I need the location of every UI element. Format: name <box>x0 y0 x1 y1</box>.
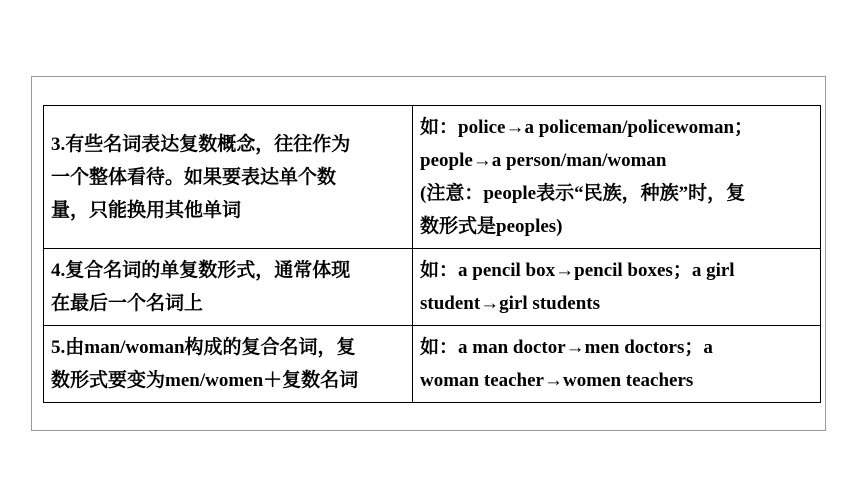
grammar-table <box>43 105 821 403</box>
rule-text: 数形式要变为men/women＋复数名词 <box>51 370 359 391</box>
table-row <box>44 249 821 326</box>
example-text: people→a person/man/woman <box>420 150 667 171</box>
rule-cell <box>44 106 413 249</box>
table-row <box>44 326 821 403</box>
example-text: 如：a man doctor→men doctors；a <box>420 337 713 358</box>
example-text: woman teacher→women teachers <box>420 370 694 391</box>
example-cell <box>413 106 821 249</box>
example-text: student→girl students <box>420 293 600 314</box>
rule-text: 量，只能换用其他单词 <box>51 199 242 221</box>
rule-text: 一个整体看待。如果要表达单个数 <box>51 166 337 188</box>
rule-cell <box>44 326 413 403</box>
example-text: 如：a pencil box→pencil boxes；a girl <box>420 260 735 281</box>
rule-text: 5.由man/woman构成的复合名词，复 <box>51 337 356 358</box>
example-text: (注意：people表示“民族，种族”时，复 <box>420 183 746 204</box>
table-row <box>44 106 821 249</box>
rule-text: 在最后一个名词上 <box>51 293 204 314</box>
rule-text: 4.复合名词的单复数形式，通常体现 <box>51 260 351 281</box>
rule-text: 3.有些名词表达复数概念，往往作为 <box>51 133 351 155</box>
example-text: 如：police→a policeman/policewoman； <box>420 117 754 138</box>
example-cell <box>413 249 821 326</box>
example-text: 数形式是peoples) <box>420 216 563 237</box>
example-cell <box>413 326 821 403</box>
rule-cell <box>44 249 413 326</box>
